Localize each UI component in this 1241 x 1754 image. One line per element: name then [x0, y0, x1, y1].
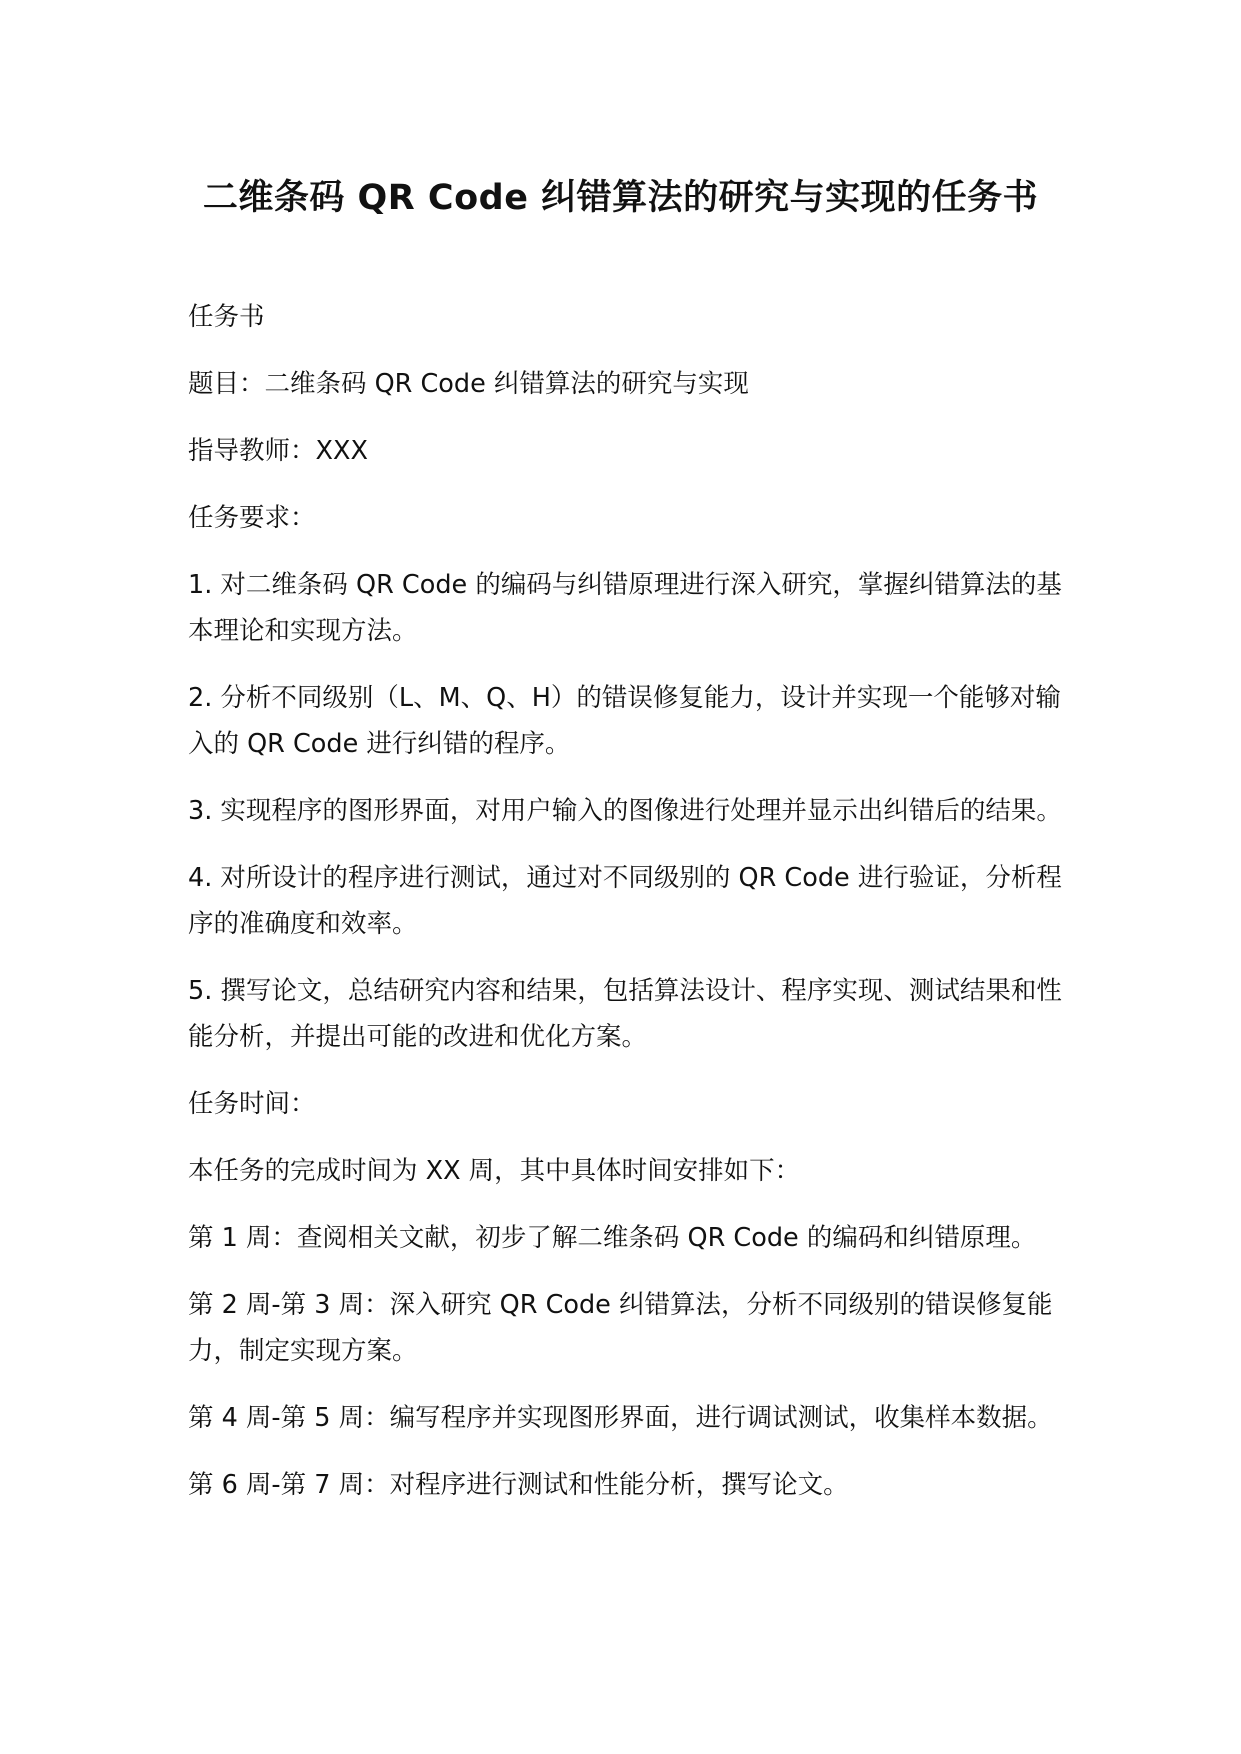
schedule-heading: 任务时间：	[188, 1089, 316, 1119]
topic-line: 题目：二维条码 QR Code 纠错算法的研究与实现	[188, 369, 749, 399]
requirement-item-2: 2. 分析不同级别（L、M、Q、H）的错误修复能力，设计并实现一个能够对输入的 QR Code 进行纠错的程序。	[188, 683, 1061, 759]
schedule-item-week-2-3: 第 2 周-第 3 周：深入研究 QR Code 纠错算法，分析不同级别的错误修复能力，制定实现方案。	[188, 1290, 1053, 1366]
document-title: 二维条码 QR Code 纠错算法的研究与实现的任务书	[202, 178, 1039, 218]
schedule-intro: 本任务的完成时间为 XX 周，其中具体时间安排如下：	[188, 1156, 801, 1186]
requirement-item-3: 3. 实现程序的图形界面，对用户输入的图像进行处理并显示出纠错后的结果。	[188, 796, 1062, 826]
document-body	[188, 294, 1078, 1529]
schedule-item-week-6-7: 第 6 周-第 7 周：对程序进行测试和性能分析，撰写论文。	[188, 1470, 849, 1500]
requirement-item-5: 5. 撰写论文，总结研究内容和结果，包括算法设计、程序实现、测试结果和性能分析，并提出可能的改进和优化方案。	[188, 976, 1062, 1052]
schedule-item-week-1: 第 1 周：查阅相关文献，初步了解二维条码 QR Code 的编码和纠错原理。	[188, 1223, 1037, 1253]
schedule-item-week-4-5: 第 4 周-第 5 周：编写程序并实现图形界面，进行调试测试，收集样本数据。	[188, 1403, 1053, 1433]
requirement-item-1: 1. 对二维条码 QR Code 的编码与纠错原理进行深入研究，掌握纠错算法的基本理论和实现方法。	[188, 570, 1062, 646]
requirements-heading: 任务要求：	[188, 503, 316, 533]
section-heading-task-book: 任务书	[188, 302, 265, 332]
advisor-line: 指导教师：XXX	[188, 436, 368, 466]
requirement-item-4: 4. 对所设计的程序进行测试，通过对不同级别的 QR Code 进行验证，分析程序的准确度和效率。	[188, 863, 1062, 939]
